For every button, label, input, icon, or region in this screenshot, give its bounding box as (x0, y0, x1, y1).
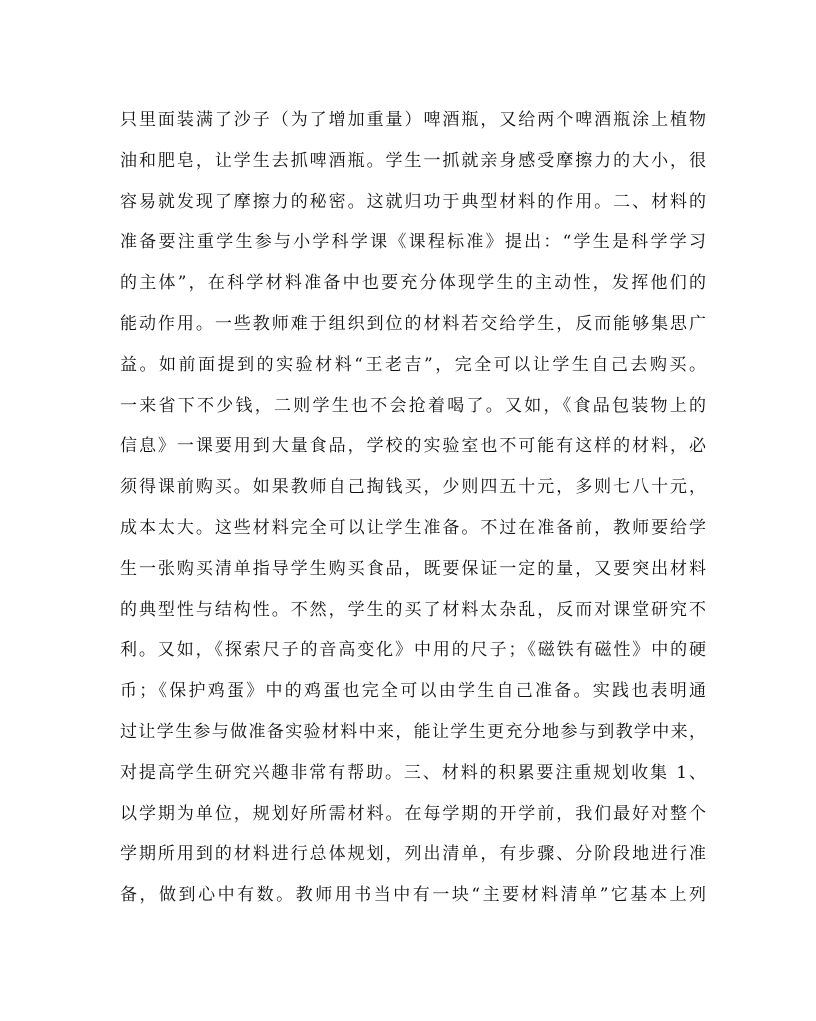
text-line: 信息》一课要用到大量食品，学校的实验室也不可能有这样的材料，必 (120, 436, 706, 457)
text-line: 币；《保护鸡蛋》中的鸡蛋也完全可以由学生自己准备。实践也表明通 (120, 681, 706, 702)
text-line: 的典型性与结构性。不然，学生的买了材料太杂乱，反而对课堂研究不 (120, 599, 706, 620)
text-line: 准备要注重学生参与小学科学课《课程标准》提出：“学生是科学学习 (120, 232, 706, 253)
text-line: 生一张购买清单指导学生购买食品，既要保证一定的量，又要突出材料 (120, 558, 706, 579)
body-text (120, 100, 706, 916)
text-line: 成本太大。这些材料完全可以让学生准备。不过在准备前，教师要给学 (120, 517, 706, 538)
text-line: 须得课前购买。如果教师自己掏钱买，少则四五十元，多则七八十元， (120, 477, 706, 498)
text-line: 益。如前面提到的实验材料“王老吉”，完全可以让学生自己去购买。 (120, 354, 706, 375)
text-line: 学期所用到的材料进行总体规划，列出清单，有步骤、分阶段地进行准 (120, 844, 706, 865)
text-line: 一来省下不少钱，二则学生也不会抢着喝了。又如，《食品包装物上的 (120, 395, 706, 416)
text-line: 能动作用。一些教师难于组织到位的材料若交给学生，反而能够集思广 (120, 313, 706, 334)
text-line: 利。又如，《探索尺子的音高变化》中用的尺子；《磁铁有磁性》中的硬 (120, 640, 706, 661)
text-line: 过让学生参与做准备实验材料中来，能让学生更充分地参与到教学中来， (120, 721, 706, 742)
text-line: 对提高学生研究兴趣非常有帮助。三、材料的积累要注重规划收集 1、 (120, 762, 706, 783)
text-line: 油和肥皂，让学生去抓啤酒瓶。学生一抓就亲身感受摩擦力的大小，很 (120, 150, 706, 171)
text-line: 只里面装满了沙子（为了增加重量）啤酒瓶，又给两个啤酒瓶涂上植物 (120, 110, 706, 130)
text-line: 容易就发现了摩擦力的秘密。这就归功于典型材料的作用。二、材料的 (120, 191, 706, 212)
text-line: 的主体”，在科学材料准备中也要充分体现学生的主动性，发挥他们的 (120, 273, 706, 294)
text-line: 备，做到心中有数。教师用书当中有一块“主要材料清单”它基本上列 (120, 885, 706, 906)
text-line: 以学期为单位，规划好所需材料。在每学期的开学前，我们最好对整个 (120, 803, 706, 824)
